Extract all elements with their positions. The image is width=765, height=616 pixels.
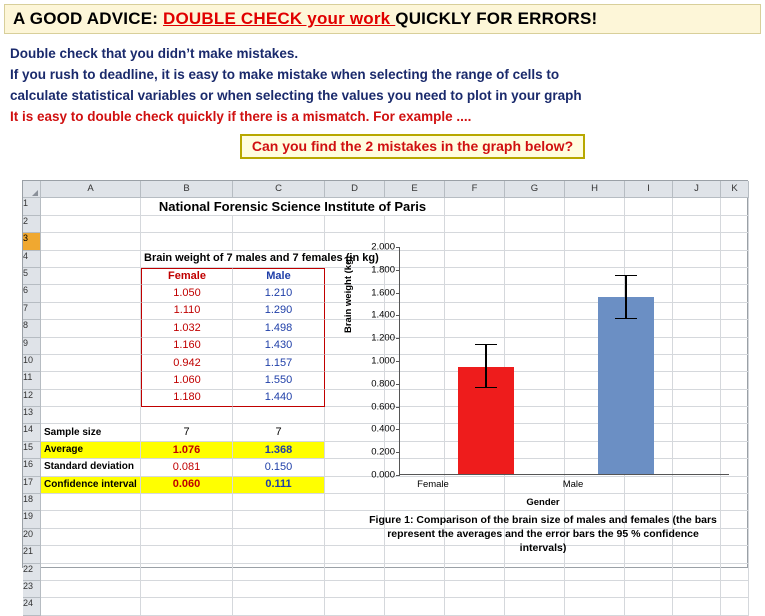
x-ticklabel-male: Male (562, 479, 584, 490)
cell-b22[interactable] (141, 564, 233, 581)
column-header-k[interactable]: K (721, 181, 749, 198)
stat-male-average[interactable]: 1.368 (233, 442, 325, 459)
stat-female-sample-size[interactable]: 7 (141, 424, 233, 441)
y-ticklabel-9: 1.800 (371, 264, 395, 276)
cell-f22[interactable] (445, 564, 505, 581)
row-header-12[interactable]: 12 (23, 390, 41, 407)
intro-paragraph (10, 44, 755, 128)
data-female-2[interactable]: 1.110 (141, 303, 233, 320)
cell-c24[interactable] (233, 598, 325, 615)
y-ticklabel-0: 0.000 (371, 469, 395, 481)
y-ticklabel-3: 0.600 (371, 401, 395, 413)
cell-a6[interactable] (41, 285, 141, 302)
cell-k2[interactable] (721, 216, 749, 233)
cell-j1[interactable] (673, 198, 721, 215)
cell-h2[interactable] (565, 216, 625, 233)
cell-e2[interactable] (385, 216, 445, 233)
intro-line-3: calculate statistical variables or when selecting the values you need to plot in your graph (10, 87, 582, 103)
cell-h24[interactable] (565, 598, 625, 615)
advice-banner (4, 4, 761, 34)
cell-b21[interactable] (141, 546, 233, 563)
cell-g24[interactable] (505, 598, 565, 615)
cell-f23[interactable] (445, 581, 505, 598)
select-all-corner[interactable] (23, 181, 41, 198)
cell-a19[interactable] (41, 511, 141, 528)
row-header-16[interactable]: 16 (23, 459, 41, 476)
cell-a12[interactable] (41, 390, 141, 407)
cell-k24[interactable] (721, 598, 749, 615)
data-female-6[interactable]: 1.060 (141, 372, 233, 389)
y-ticklabel-8: 1.600 (371, 287, 395, 299)
cell-f2[interactable] (445, 216, 505, 233)
column-header-i[interactable]: I (625, 181, 673, 198)
cell-b20[interactable] (141, 529, 233, 546)
intro-line-2: If you rush to deadline, it is easy to make mistake when selecting the range of cells to (10, 66, 560, 82)
row-header-9[interactable]: 9 (23, 338, 41, 355)
column-header-f[interactable]: F (445, 181, 505, 198)
cell-e22[interactable] (385, 564, 445, 581)
advice-banner-text (13, 9, 597, 29)
cell-j2[interactable] (673, 216, 721, 233)
y-ticklabel-10: 2.000 (371, 241, 395, 253)
advice-banner-highlight: DOUBLE CHECK your work (163, 9, 396, 28)
column-header-g[interactable]: G (505, 181, 565, 198)
cell-c18[interactable] (233, 494, 325, 511)
advice-banner-prefix: A GOOD ADVICE: (13, 9, 164, 28)
cell-k22[interactable] (721, 564, 749, 581)
stat-label-confidence-interval[interactable]: Confidence interval (41, 477, 141, 494)
column-header-d[interactable]: D (325, 181, 385, 198)
cell-i2[interactable] (625, 216, 673, 233)
stat-label-average[interactable]: Average (41, 442, 141, 459)
cell-k23[interactable] (721, 581, 749, 598)
cell-b13[interactable] (141, 407, 233, 424)
chart-x-axis-label: Gender (526, 497, 560, 508)
error-cap-male-bottom (615, 318, 637, 320)
column-header-e[interactable]: E (385, 181, 445, 198)
cell-c3[interactable] (233, 233, 325, 250)
error-cap-male-top (615, 275, 637, 277)
cell-b1-title[interactable]: National Forensic Science Institute of Paris (141, 198, 445, 215)
x-ticklabel-female: Female (417, 479, 449, 490)
cell-i23[interactable] (625, 581, 673, 598)
column-header-b[interactable]: B (141, 181, 233, 198)
stat-male-std-dev[interactable]: 0.150 (233, 459, 325, 476)
cell-a1[interactable] (41, 198, 141, 215)
cell-c21[interactable] (233, 546, 325, 563)
cell-c13[interactable] (233, 407, 325, 424)
error-bar-female (485, 345, 487, 388)
cell-h23[interactable] (565, 581, 625, 598)
header-female[interactable]: Female (141, 268, 233, 285)
row-header-20[interactable]: 20 (23, 529, 41, 546)
cell-e24[interactable] (385, 598, 445, 615)
error-bar-male (625, 276, 627, 319)
row-header-19[interactable]: 19 (23, 511, 41, 528)
cell-c20[interactable] (233, 529, 325, 546)
chart-y-axis-label: Brain weight (kg) (343, 255, 354, 333)
cell-a11[interactable] (41, 372, 141, 389)
chart-plot-area (371, 241, 729, 481)
callout-container (0, 134, 765, 159)
row-header-4[interactable]: 4 (23, 251, 41, 268)
cell-k1[interactable] (721, 198, 749, 215)
data-female-5[interactable]: 0.942 (141, 355, 233, 372)
y-ticklabel-1: 0.200 (371, 446, 395, 458)
y-ticklabel-2: 0.400 (371, 423, 395, 435)
data-male-4[interactable]: 1.430 (233, 338, 325, 355)
cell-i22[interactable] (625, 564, 673, 581)
data-male-5[interactable]: 1.157 (233, 355, 325, 372)
y-ticklabel-7: 1.400 (371, 309, 395, 321)
column-header-c[interactable]: C (233, 181, 325, 198)
cell-g22[interactable] (505, 564, 565, 581)
row-header-7[interactable]: 7 (23, 303, 41, 320)
cell-a8[interactable] (41, 320, 141, 337)
cell-b23[interactable] (141, 581, 233, 598)
row-header-18[interactable]: 18 (23, 494, 41, 511)
data-male-7[interactable]: 1.440 (233, 390, 325, 407)
error-cap-female-bottom (475, 387, 497, 389)
cell-d23[interactable] (325, 581, 385, 598)
cell-h1[interactable] (565, 198, 625, 215)
cell-c23[interactable] (233, 581, 325, 598)
cell-a20[interactable] (41, 529, 141, 546)
cell-a13[interactable] (41, 407, 141, 424)
stat-female-confidence-interval[interactable]: 0.060 (141, 477, 233, 494)
cell-j23[interactable] (673, 581, 721, 598)
cell-b3[interactable] (141, 233, 233, 250)
stat-label-sample-size[interactable]: Sample size (41, 424, 141, 441)
cell-b18[interactable] (141, 494, 233, 511)
cell-a18[interactable] (41, 494, 141, 511)
cell-d24[interactable] (325, 598, 385, 615)
cell-a24[interactable] (41, 598, 141, 615)
cell-i1[interactable] (625, 198, 673, 215)
stat-label-std-dev[interactable]: Standard deviation (41, 459, 141, 476)
cell-a22[interactable] (41, 564, 141, 581)
stat-female-average[interactable]: 1.076 (141, 442, 233, 459)
advice-banner-suffix: QUICKLY FOR ERRORS! (395, 9, 598, 28)
row-header-2[interactable]: 2 (23, 216, 41, 233)
column-header-a[interactable]: A (41, 181, 141, 198)
cell-d2[interactable] (325, 216, 385, 233)
cell-b2[interactable] (141, 216, 233, 233)
cell-a5[interactable] (41, 268, 141, 285)
data-female-3[interactable]: 1.032 (141, 320, 233, 337)
row-header-6[interactable]: 6 (23, 285, 41, 302)
cell-f1[interactable] (445, 198, 505, 215)
cell-a4[interactable] (41, 251, 141, 268)
cell-g23[interactable] (505, 581, 565, 598)
cell-a10[interactable] (41, 355, 141, 372)
cell-h22[interactable] (565, 564, 625, 581)
cell-a9[interactable] (41, 338, 141, 355)
row-header-8[interactable]: 8 (23, 320, 41, 337)
row-header-17[interactable]: 17 (23, 477, 41, 494)
cell-b19[interactable] (141, 511, 233, 528)
bar-male[interactable] (598, 297, 654, 474)
intro-line-4: It is easy to double check quickly if there is a mismatch. For example .... (10, 108, 472, 124)
cell-b4-subtitle[interactable]: Brain weight of 7 males and 7 females (in kg) (141, 251, 445, 268)
data-female-4[interactable]: 1.160 (141, 338, 233, 355)
row-header-15[interactable]: 15 (23, 442, 41, 459)
row-header-11[interactable]: 11 (23, 372, 41, 389)
row-header-21[interactable]: 21 (23, 546, 41, 563)
cell-a21[interactable] (41, 546, 141, 563)
y-ticklabel-5: 1.000 (371, 355, 395, 367)
row-header-5[interactable]: 5 (23, 268, 41, 285)
cell-c19[interactable] (233, 511, 325, 528)
spreadsheet[interactable] (22, 180, 748, 609)
column-header-j[interactable]: J (673, 181, 721, 198)
row-header-1[interactable]: 1 (23, 198, 41, 215)
error-cap-female-top (475, 344, 497, 346)
intro-line-1: Double check that you didn’t make mistakes. (10, 46, 299, 61)
data-male-6[interactable]: 1.550 (233, 372, 325, 389)
cell-a2[interactable] (41, 216, 141, 233)
cell-c22[interactable] (233, 564, 325, 581)
cell-a7[interactable] (41, 303, 141, 320)
cell-j24[interactable] (673, 598, 721, 615)
cell-g1[interactable] (505, 198, 565, 215)
cell-i24[interactable] (625, 598, 673, 615)
row-header-23[interactable]: 23 (23, 581, 41, 598)
cell-a3[interactable] (41, 233, 141, 250)
data-female-7[interactable]: 1.180 (141, 390, 233, 407)
row-header-13[interactable]: 13 (23, 407, 41, 424)
stat-male-sample-size[interactable]: 7 (233, 424, 325, 441)
row-header-14[interactable]: 14 (23, 424, 41, 441)
y-ticklabel-4: 0.800 (371, 378, 395, 390)
y-ticklabel-6: 1.200 (371, 332, 395, 344)
data-male-2[interactable]: 1.290 (233, 303, 325, 320)
cell-b24[interactable] (141, 598, 233, 615)
stat-female-std-dev[interactable]: 0.081 (141, 459, 233, 476)
data-male-3[interactable]: 1.498 (233, 320, 325, 337)
bar-chart[interactable] (343, 241, 739, 557)
row-header-3[interactable]: 3 (23, 233, 41, 250)
cell-a23[interactable] (41, 581, 141, 598)
data-male-1[interactable]: 1.210 (233, 285, 325, 302)
cell-j22[interactable] (673, 564, 721, 581)
cell-c2[interactable] (233, 216, 325, 233)
data-female-1[interactable]: 1.050 (141, 285, 233, 302)
row-header-10[interactable]: 10 (23, 355, 41, 372)
cell-g2[interactable] (505, 216, 565, 233)
column-header-h[interactable]: H (565, 181, 625, 198)
row-header-22[interactable]: 22 (23, 564, 41, 581)
row-header-24[interactable]: 24 (23, 598, 41, 615)
cell-f24[interactable] (445, 598, 505, 615)
stat-male-confidence-interval[interactable]: 0.111 (233, 477, 325, 494)
figure-caption: Figure 1: Comparison of the brain size of males and females (the bars represent the averages and the error bars the 95 % confidence intervals) (369, 514, 717, 555)
cell-e23[interactable] (385, 581, 445, 598)
cell-d22[interactable] (325, 564, 385, 581)
callout-question: Can you find the 2 mistakes in the graph below? (240, 134, 585, 159)
header-male[interactable]: Male (233, 268, 325, 285)
